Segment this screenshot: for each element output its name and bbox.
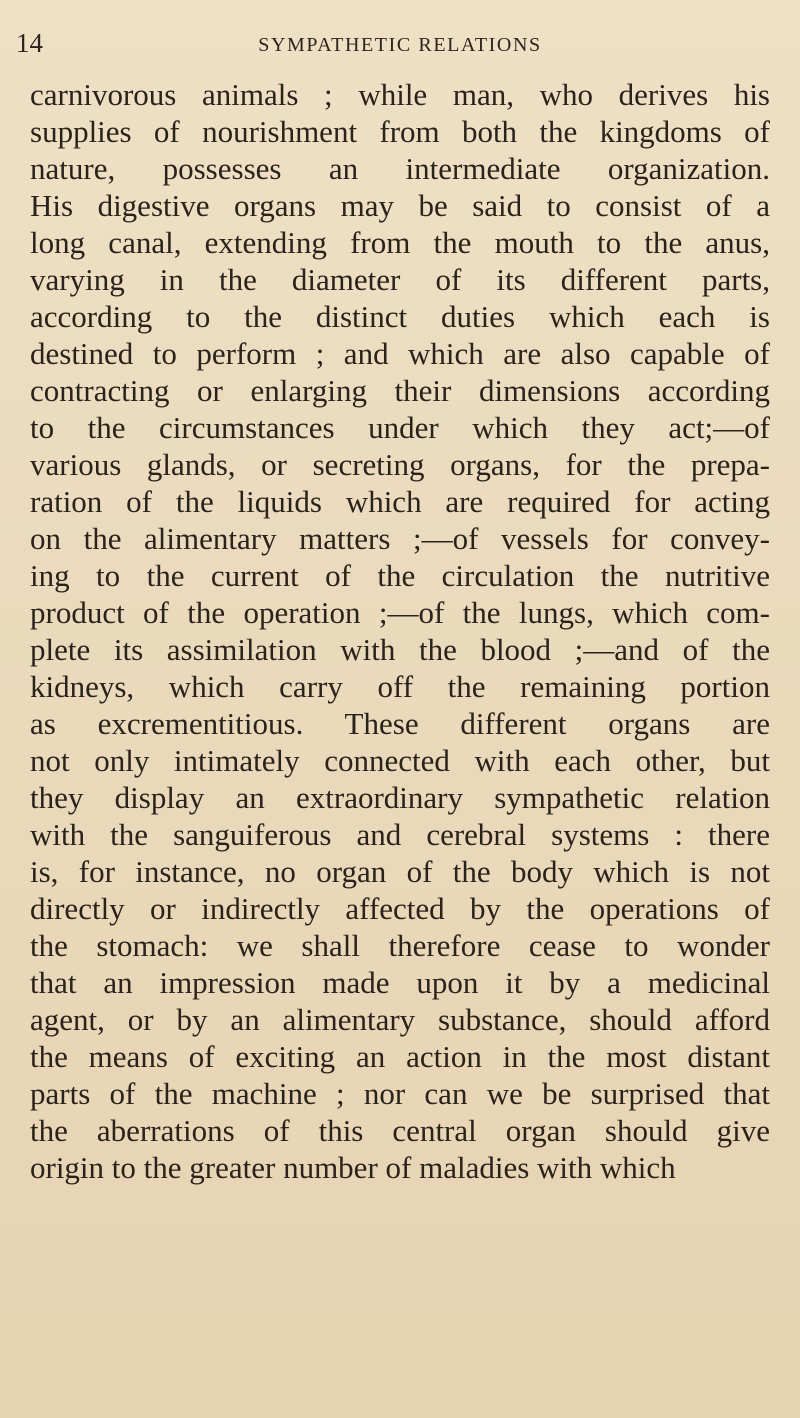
text-line: with the sanguiferous and cerebral systems : there: [30, 817, 770, 852]
running-head: SYMPATHETIC RELATIONS: [258, 34, 542, 56]
text-line: not only intimately connected with each other, but: [30, 743, 770, 778]
text-line: kidneys, which carry off the remaining portion: [30, 669, 770, 704]
body-text: [30, 76, 770, 1186]
text-line: the aberrations of this central organ should give: [30, 1113, 770, 1148]
text-line: parts of the machine ; nor can we be surprised that: [30, 1076, 770, 1111]
text-line: ration of the liquids which are required for acting: [30, 484, 770, 519]
text-line: to the circumstances under which they act;—of: [30, 410, 770, 445]
text-line: the means of exciting an action in the most distant: [30, 1039, 770, 1074]
text-line: supplies of nourishment from both the kingdoms of: [30, 114, 770, 149]
text-line: they display an extraordinary sympathetic relation: [30, 780, 770, 815]
text-line: varying in the diameter of its different parts,: [30, 262, 770, 297]
text-line: according to the distinct duties which each is: [30, 299, 770, 334]
text-line: as excrementitious. These different organs are: [30, 706, 770, 741]
text-line: ing to the current of the circulation the nutritive: [30, 558, 770, 593]
text-line: on the alimentary matters ;—of vessels for convey-: [30, 521, 770, 556]
text-line: the stomach: we shall therefore cease to wonder: [30, 928, 770, 963]
text-line: agent, or by an alimentary substance, should afford: [30, 1002, 770, 1037]
text-line: carnivorous animals ; while man, who derives his: [30, 77, 770, 112]
page-number: 14: [16, 28, 43, 58]
text-line: contracting or enlarging their dimensions according: [30, 373, 770, 408]
text-line: destined to perform ; and which are also capable of: [30, 336, 770, 371]
text-line: various glands, or secreting organs, for the prepa-: [30, 447, 770, 482]
text-line: origin to the greater number of maladies with which: [30, 1150, 676, 1185]
text-line: plete its assimilation with the blood ;—and of the: [30, 632, 770, 667]
text-line: directly or indirectly affected by the operations of: [30, 891, 770, 926]
text-line: that an impression made upon it by a medicinal: [30, 965, 770, 1000]
text-line: is, for instance, no organ of the body which is not: [30, 854, 770, 889]
text-line: nature, possesses an intermediate organization.: [30, 151, 770, 186]
text-line: His digestive organs may be said to consist of a: [30, 188, 770, 223]
text-line: product of the operation ;—of the lungs, which com-: [30, 595, 770, 630]
text-line: long canal, extending from the mouth to the anus,: [30, 225, 770, 260]
